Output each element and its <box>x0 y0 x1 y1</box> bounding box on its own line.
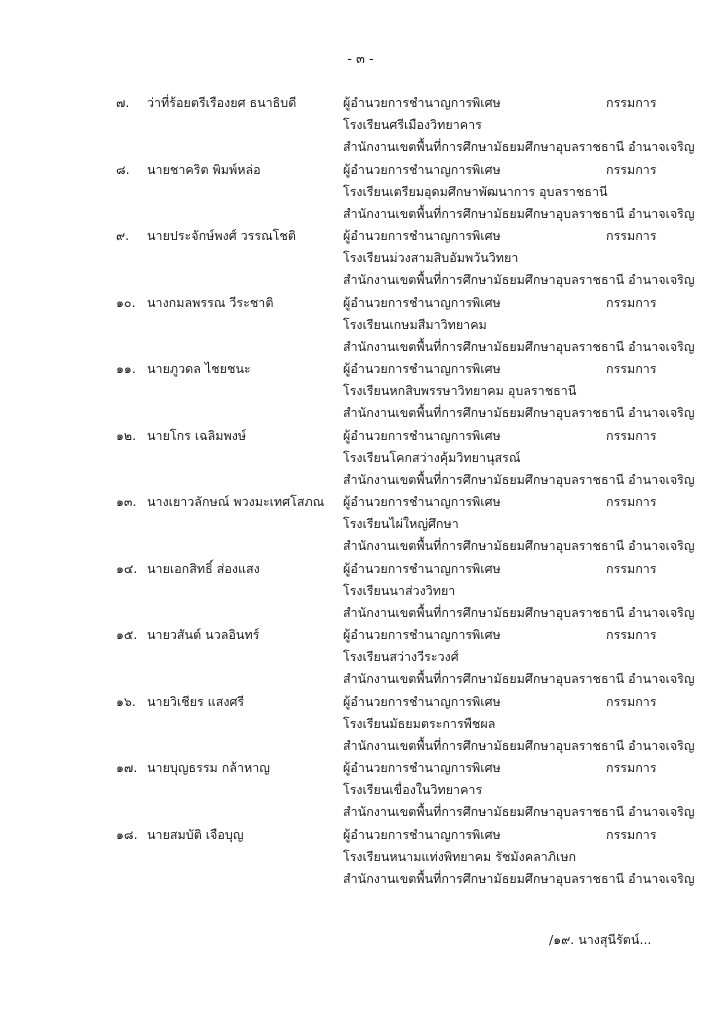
committee-entry-14 <box>0 558 721 625</box>
member-name: นายชาคริต พิมพ์หล่อ <box>147 161 261 177</box>
member-name: นายโกร เฉลิมพงษ์ <box>147 427 247 443</box>
committee-entry-12 <box>0 425 721 492</box>
member-position: ผู้อำนวยการชำนาญการพิเศษ <box>343 228 501 243</box>
member-school: โรงเรียนโคกสว่างคุ้มวิทยานุสรณ์ <box>343 449 521 465</box>
committee-entry-9 <box>0 225 721 292</box>
member-role: กรรมการ <box>606 826 657 842</box>
member-position: ผู้อำนวยการชำนาญการพิเศษ <box>343 95 501 110</box>
member-school: โรงเรียนเกษมสีมาวิทยาคม <box>343 316 487 332</box>
entry-number: ๑๖. <box>116 693 136 709</box>
entry-number: ๙. <box>116 228 130 243</box>
committee-entry-15 <box>0 624 721 691</box>
page-number: - ๓ - <box>347 52 374 67</box>
member-role: กรรมการ <box>606 161 657 177</box>
member-name: นายสมบัติ เจือบุญ <box>147 826 244 842</box>
committee-entry-7 <box>0 92 721 159</box>
member-role: กรรมการ <box>606 560 657 576</box>
entry-number: ๑๑. <box>116 361 136 376</box>
member-office: สำนักงานเขตพื้นที่การศึกษามัธยมศึกษาอุบลราชธานี อำนาจเจริญ <box>343 405 695 420</box>
member-office: สำนักงานเขตพื้นที่การศึกษามัธยมศึกษาอุบลราชธานี อำนาจเจริญ <box>343 272 695 287</box>
member-school: โรงเรียนม่วงสามสิบอัมพวันวิทยา <box>343 250 519 265</box>
member-role: กรรมการ <box>606 95 657 110</box>
committee-entry-18 <box>0 824 721 891</box>
member-name: นายวิเชียร แสงศรี <box>147 693 245 709</box>
entry-number: ๑๔. <box>116 560 138 576</box>
committee-list <box>0 92 721 890</box>
committee-entry-11 <box>0 358 721 425</box>
member-name: นางเยาวลักษณ์ พวงมะเทศโสภณ <box>147 494 325 509</box>
member-office: สำนักงานเขตพื้นที่การศึกษามัธยมศึกษาอุบลราชธานี อำนาจเจริญ <box>343 538 695 553</box>
entry-number: ๗. <box>116 95 130 110</box>
member-name: ว่าที่ร้อยตรีเรืองยศ ธนาธิบดี <box>147 95 297 110</box>
member-position: ผู้อำนวยการชำนาญการพิเศษ <box>343 627 501 642</box>
member-school: โรงเรียนนาส่วงวิทยา <box>343 582 456 598</box>
member-position: ผู้อำนวยการชำนาญการพิเศษ <box>343 760 501 775</box>
member-position: ผู้อำนวยการชำนาญการพิเศษ <box>343 161 501 177</box>
member-role: กรรมการ <box>606 693 657 709</box>
member-school: โรงเรียนสว่างวีระวงศ์ <box>343 649 459 664</box>
committee-entry-13 <box>0 491 721 558</box>
member-school: โรงเรียนมัธยมตระการพืชผล <box>343 715 496 731</box>
member-position: ผู้อำนวยการชำนาญการพิเศษ <box>343 693 501 709</box>
entry-number: ๑๓. <box>116 494 137 509</box>
member-office: สำนักงานเขตพื้นที่การศึกษามัธยมศึกษาอุบลราชธานี อำนาจเจริญ <box>343 870 695 886</box>
member-position: ผู้อำนวยการชำนาญการพิเศษ <box>343 427 501 443</box>
member-position: ผู้อำนวยการชำนาญการพิเศษ <box>343 361 501 376</box>
member-office: สำนักงานเขตพื้นที่การศึกษามัธยมศึกษาอุบลราชธานี อำนาจเจริญ <box>343 471 695 487</box>
member-name: นายประจักษ์พงศ์ วรรณโชติ <box>147 228 296 243</box>
committee-entry-16 <box>0 691 721 758</box>
member-role: กรรมการ <box>606 228 657 243</box>
member-name: นายวสันต์ นวลอินทร์ <box>147 627 260 642</box>
entry-number: ๑๒. <box>116 427 137 443</box>
entry-number: ๑๕. <box>116 627 138 642</box>
entry-number: ๑๐. <box>116 294 136 310</box>
member-office: สำนักงานเขตพื้นที่การศึกษามัธยมศึกษาอุบลราชธานี อำนาจเจริญ <box>343 671 695 686</box>
member-role: กรรมการ <box>606 494 657 509</box>
member-name: นายภูวดล ไชยชนะ <box>147 361 251 376</box>
member-position: ผู้อำนวยการชำนาญการพิเศษ <box>343 826 501 842</box>
member-role: กรรมการ <box>606 294 657 310</box>
member-office: สำนักงานเขตพื้นที่การศึกษามัธยมศึกษาอุบลราชธานี อำนาจเจริญ <box>343 604 695 620</box>
member-school: โรงเรียนเตรียมอุดมศึกษาพัฒนาการ อุบลราชธานี <box>343 183 608 199</box>
entry-number: ๘. <box>116 161 130 177</box>
member-school: โรงเรียนศรีเมืองวิทยาคาร <box>343 117 482 132</box>
member-office: สำนักงานเขตพื้นที่การศึกษามัธยมศึกษาอุบลราชธานี อำนาจเจริญ <box>343 139 695 154</box>
member-office: สำนักงานเขตพื้นที่การศึกษามัธยมศึกษาอุบลราชธานี อำนาจเจริญ <box>343 205 695 221</box>
committee-entry-8 <box>0 159 721 226</box>
member-position: ผู้อำนวยการชำนาญการพิเศษ <box>343 560 501 576</box>
member-name: นางกมลพรรณ วีระชาติ <box>147 294 274 310</box>
member-school: โรงเรียนหนามแท่งพิทยาคม รัชมังคลาภิเษก <box>343 848 577 864</box>
member-office: สำนักงานเขตพื้นที่การศึกษามัธยมศึกษาอุบลราชธานี อำนาจเจริญ <box>343 338 695 354</box>
continuation-note: /๑๙. นางสุนีรัตน์... <box>549 932 652 947</box>
member-role: กรรมการ <box>606 760 657 775</box>
member-name: นายบุญธรรม กล้าหาญ <box>147 760 270 775</box>
member-role: กรรมการ <box>606 361 657 376</box>
member-position: ผู้อำนวยการชำนาญการพิเศษ <box>343 294 501 310</box>
member-office: สำนักงานเขตพื้นที่การศึกษามัธยมศึกษาอุบลราชธานี อำนาจเจริญ <box>343 737 695 753</box>
member-position: ผู้อำนวยการชำนาญการพิเศษ <box>343 494 501 509</box>
member-role: กรรมการ <box>606 427 657 443</box>
entry-number: ๑๗. <box>116 760 138 775</box>
committee-entry-10 <box>0 292 721 359</box>
entry-number: ๑๘. <box>116 826 138 842</box>
member-role: กรรมการ <box>606 627 657 642</box>
committee-entry-17 <box>0 757 721 824</box>
member-school: โรงเรียนเขื่องในวิทยาคาร <box>343 782 483 797</box>
member-school: โรงเรียนหกสิบพรรษาวิทยาคม อุบลราชธานี <box>343 383 577 398</box>
member-office: สำนักงานเขตพื้นที่การศึกษามัธยมศึกษาอุบลราชธานี อำนาจเจริญ <box>343 804 695 819</box>
member-school: โรงเรียนไผ่ใหญ่ศึกษา <box>343 516 459 531</box>
member-name: นายเอกสิทธิ์ ส่องแสง <box>147 560 260 576</box>
